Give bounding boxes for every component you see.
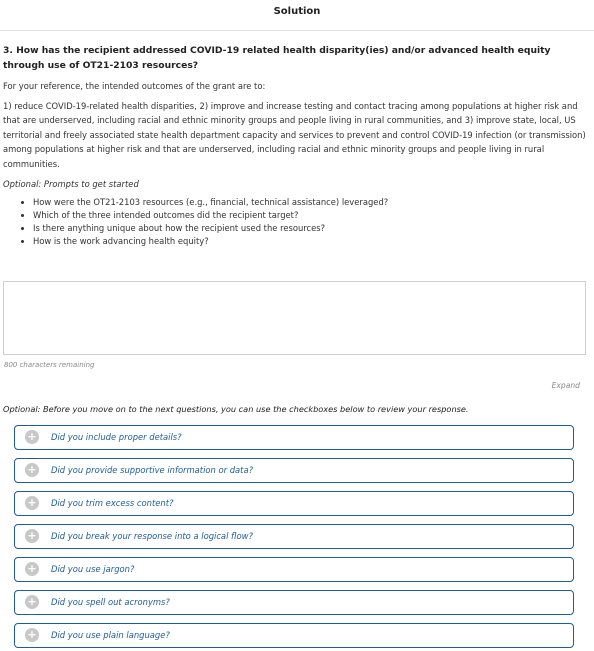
review-item-supportive-data[interactable]: [14, 458, 574, 483]
page-header: [0, 0, 594, 31]
review-item-label: Did you trim excess content?: [51, 498, 174, 509]
review-checklist: [14, 425, 590, 648]
characters-remaining: 800 characters remaining: [4, 360, 95, 369]
plus-circle-icon: +: [25, 529, 39, 543]
review-item-label: Did you use plain language?: [51, 630, 170, 641]
review-item-label: Did you break your response into a logical flow?: [51, 531, 253, 542]
plus-circle-icon: +: [25, 595, 39, 609]
prompt-item: • How is the work advancing health equity?: [33, 235, 590, 248]
prompt-item: • How were the OT21-2103 resources (e.g., financial, technical assistance) leveraged?: [33, 196, 590, 209]
response-textarea[interactable]: [3, 281, 586, 355]
review-item-plain-language[interactable]: [14, 623, 574, 648]
review-item-jargon[interactable]: [14, 557, 574, 582]
plus-circle-icon: +: [25, 628, 39, 642]
question-text: 3. How has the recipient addressed COVID-19 related health disparity(ies) and/or advanced health equity through use of OT21-2103 resources?: [3, 45, 551, 71]
plus-circle-icon: +: [25, 562, 39, 576]
plus-circle-icon: +: [25, 430, 39, 444]
review-item-acronyms[interactable]: [14, 590, 574, 615]
main-content: [0, 31, 594, 648]
reference-intro: For your reference, the intended outcomes of the grant are to:: [3, 81, 266, 91]
prompt-item: • Is there anything unique about how the recipient used the resources?: [33, 222, 590, 235]
reference-outcomes: 1) reduce COVID-19-related health disparities, 2) improve and increase testing and contact tracing among populations at higher risk and that are underserved, including racial and ethnic minority groups and people living in rural communities, and 3) improve state, local, US territorial and freely associated state health department capacity and services to prevent and control COVID-19 infection (or transmission) among populations at higher risk and that are underserved, including racial and ethnic minority groups and people living in rural communities.: [3, 100, 586, 169]
review-item-trim-content[interactable]: [14, 491, 574, 516]
prompts-title: Optional: Prompts to get started: [3, 178, 139, 189]
review-item-label: Did you spell out acronyms?: [51, 597, 170, 608]
plus-circle-icon: +: [25, 463, 39, 477]
expand-link[interactable]: Expand: [551, 380, 580, 390]
page-title: Solution: [273, 6, 321, 17]
plus-circle-icon: +: [25, 496, 39, 510]
review-intro: Optional: Before you move on to the next questions, you can use the checkboxes below to review your response.: [3, 403, 469, 414]
review-item-label: Did you include proper details?: [51, 432, 182, 443]
prompt-item: • Which of the three intended outcomes did the recipient target?: [33, 209, 590, 222]
expand-row: [3, 373, 580, 392]
review-item-logical-flow[interactable]: [14, 524, 574, 549]
review-item-label: Did you use jargon?: [51, 564, 135, 575]
review-item-proper-details[interactable]: [14, 425, 574, 450]
prompts-list: [3, 196, 590, 248]
review-item-label: Did you provide supportive information or data?: [51, 465, 254, 476]
